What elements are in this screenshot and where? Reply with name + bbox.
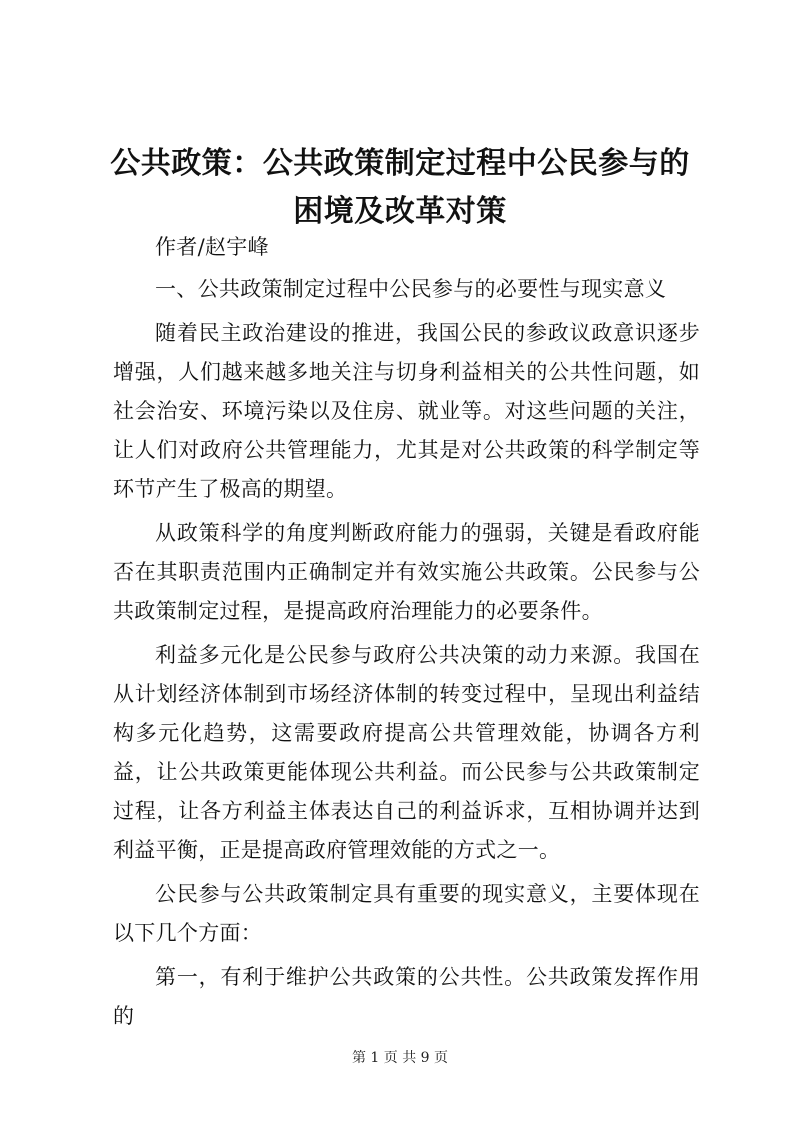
paragraph: 随着民主政治建设的推进，我国公民的参政议政意识逐步增强，人们越来越多地关注与切身利益相关的公共性问题，如社会治安、环境污染以及住房、就业等。对这些问题的关注，让人们对政府公共管理能力，尤其是对公共政策的科学制定等环节产生了极高的期望。 <box>113 321 700 501</box>
paragraph: 公民参与公共政策制定具有重要的现实意义，主要体现在以下几个方面： <box>113 882 700 945</box>
author-line: 作者/赵宇峰 <box>155 235 269 259</box>
paragraph: 利益多元化是公民参与政府公共决策的动力来源。我国在从计划经济体制到市场经济体制的转变过程中，呈现出利益结构多元化趋势，这需要政府提高公共管理效能，协调各方利益，让公共政策更能体现公共利益。而公民参与公共政策制定过程，让各方利益主体表达自己的利益诉求，互相协调并达到利益平衡，正是提高政府管理效能的方式之一。 <box>113 643 700 862</box>
document-body <box>113 228 700 1041</box>
document-title: 公共政策：公共政策制定过程中公民参与的困境及改革对策 <box>110 146 690 229</box>
paragraph: 从政策科学的角度判断政府能力的强弱，关键是看政府能否在其职责范围内正确制定并有效实施公共政策。公民参与公共政策制定过程，是提高政府治理能力的必要条件。 <box>113 521 700 623</box>
section-heading: 一、公共政策制定过程中公民参与的必要性与现实意义 <box>155 277 667 301</box>
page-number-footer: 第 1 页 共 9 页 <box>351 1050 449 1066</box>
paragraph: 第一，有利于维护公共政策的公共性。公共政策发挥作用的 <box>113 965 700 1028</box>
